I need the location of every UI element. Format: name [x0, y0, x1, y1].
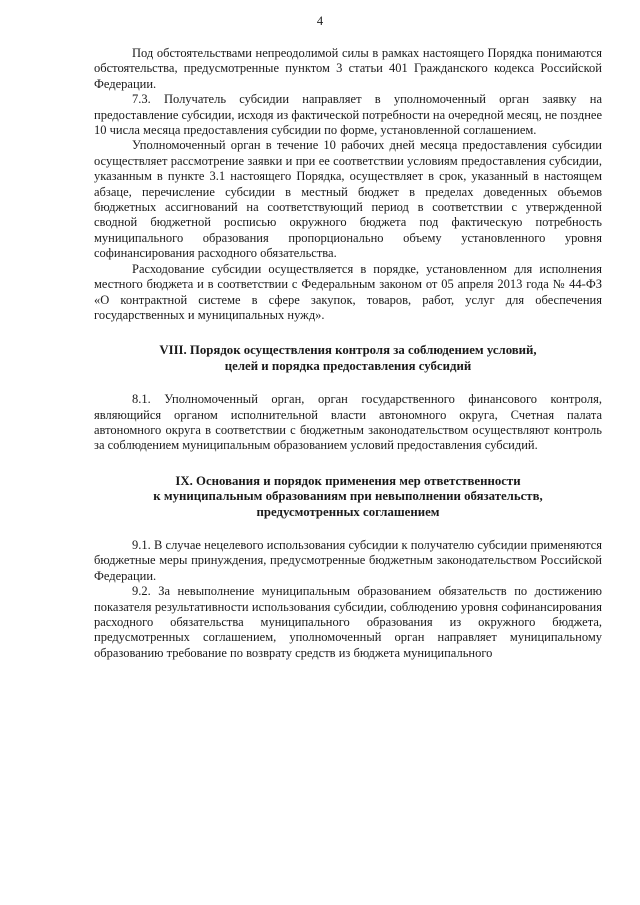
section-heading-ix-line-3: предусмотренных соглашением	[256, 504, 440, 519]
paragraph-9-1: 9.1. В случае нецелевого использования субсидии к получателю субсидии применяются бюджетные меры принуждения, предусмотренные бюджетным законодательством Российской Федерации.	[94, 537, 602, 583]
paragraph-9-2: 9.2. За невыполнение муниципальным образованием обязательств по достижению показателя результативности использования субсидии, соблюдению уровня софинансирования расходного обязательства муниципального образования из окружного бюджета, предусмотренных соглашением, уполномоченный орган направляет муниципальному образованию требование по возврату средств из бюджета муниципального	[94, 584, 602, 660]
paragraph-spending: Расходование субсидии осуществляется в порядке, установленном для исполнения местного бюджета и в соответствии с Федеральным законом от 05 апреля 2013 года № 44-ФЗ «О контрактной системе в сфере закупок, товаров, работ, услуг для обеспечения государственных и муниципальных нужд».	[94, 261, 602, 322]
section-heading-ix-line-1: IX. Основания и порядок применения мер ответственности	[175, 473, 521, 488]
section-heading-ix-line-2: к муниципальным образованиям при невыполнении обязательств,	[153, 489, 543, 504]
document-body	[94, 46, 602, 661]
spacer	[94, 323, 602, 343]
spacer	[94, 454, 602, 474]
section-heading-viii-line-2: целей и порядка предоставления субсидий	[224, 358, 472, 373]
paragraph-8-1: 8.1. Уполномоченный орган, орган государственного финансового контроля, являющийся органом исполнительной власти автономного округа, Счетная палата автономного округа в соответствии с бюджетным законодательством осуществляют контроль за соблюдением муниципальным образованием условий предоставления субсидий.	[94, 392, 602, 453]
spacer	[94, 520, 602, 538]
paragraph-force-majeure: Под обстоятельствами непреодолимой силы в рамках настоящего Порядка понимаются обстоятельства, предусмотренные пунктом 3 статьи 401 Гражданского кодекса Российской Федерации.	[94, 46, 602, 91]
section-heading-viii-line-1: VIII. Порядок осуществления контроля за соблюдением условий,	[159, 343, 537, 358]
page-number: 4	[316, 14, 324, 28]
paragraph-7-3: 7.3. Получатель субсидии направляет в уполномоченный орган заявку на предоставление субсидии, исходя из фактической потребности на очередной месяц, не позднее 10 числа месяца предоставления субсидии по форме, установленной соглашением.	[94, 92, 602, 138]
paragraph-review-application: Уполномоченный орган в течение 10 рабочих дней месяца предоставления субсидии осуществляет рассмотрение заявки и при ее соответствии условиям предоставления субсидии, указанным в пункте 3.1 настоящего Порядка, осуществляет в срок, указанный в настоящем абзаце, перечисление субсидии в местный бюджет в пределах доведенных объемов бюджетных ассигнований на соответствующий период в соответствии с утвержденной сводной бюджетной росписью окружного бюджета под фактическую потребность муниципального образования пропорционально объему установленного уровня софинансирования расходного обязательства.	[94, 138, 602, 261]
spacer	[94, 374, 602, 392]
